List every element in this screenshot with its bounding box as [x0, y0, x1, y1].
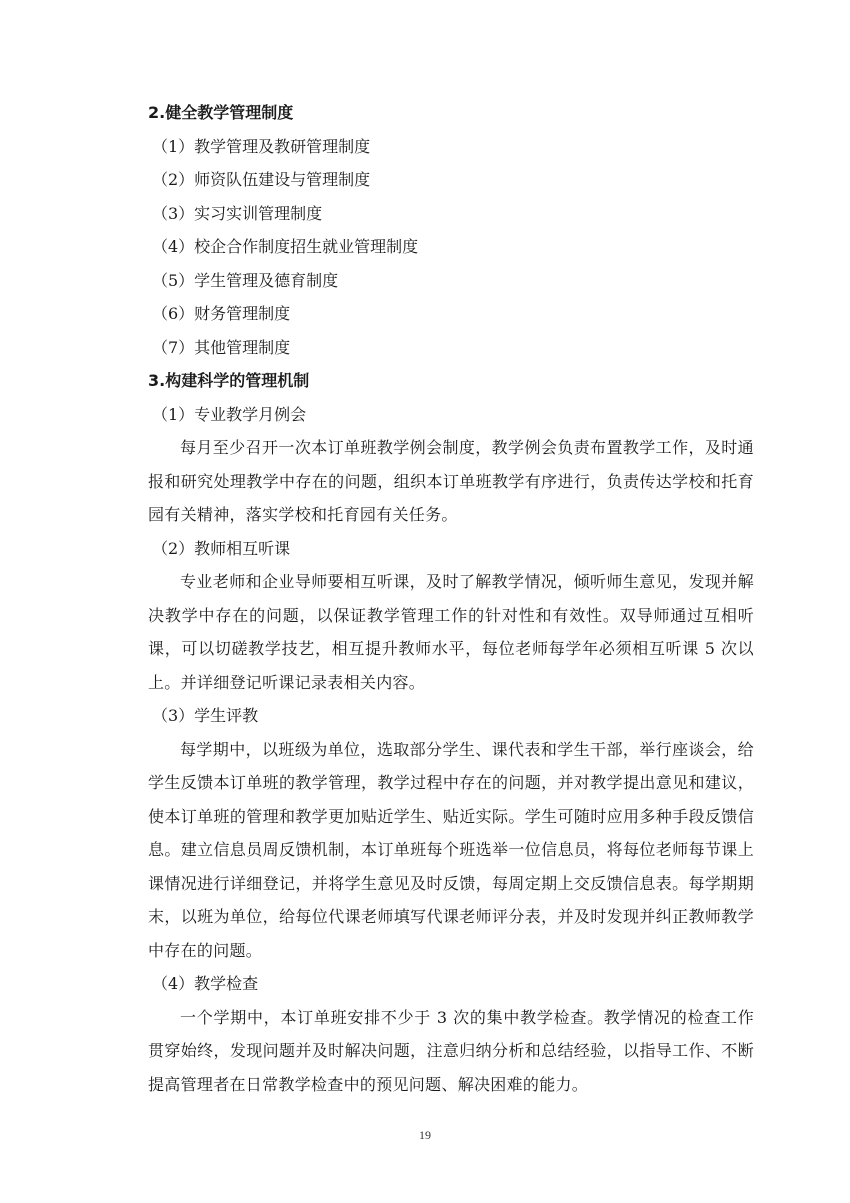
subsection-3-title: （3）学生评教 — [152, 706, 259, 725]
section-2-item-2: （2）师资队伍建设与管理制度 — [152, 170, 371, 189]
section-2-item-4: （4）校企合作制度招生就业管理制度 — [152, 237, 419, 256]
subsection-3-paragraph: 每学期中，以班级为单位，选取部分学生、课代表和学生干部，举行座谈会，给学生反馈本订单班的教学管理，教学过程中存在的问题，并对教学提出意见和建议，使本订单班的管理和教学更加贴近学生、贴近实际。学生可随时应用多种手段反馈信息。建立信息员周反馈机制，本订单班每个班选举一位信息员，将每位老师每节课上课情况进行详细登记，并将学生意见及时反馈，每周定期上交反馈信息表。每学期期末，以班为单位，给每位代课老师填写代课老师评分表，并及时发现并纠正教师教学中存在的问题。 — [148, 739, 754, 960]
subsection-2-paragraph: 专业老师和企业导师要相互听课，及时了解教学情况，倾听师生意见，发现并解决教学中存在的问题，以保证教学管理工作的针对性和有效性。双导师通过互相听课，可以切磋教学技艺，相互提升教师水平，每位老师每学年必须相互听课 5 次以上。并详细登记听课记录表相关内容。 — [148, 572, 754, 692]
page-content — [148, 96, 754, 1101]
subsection-4-paragraph: 一个学期中，本订单班安排不少于 3 次的集中教学检查。教学情况的检查工作贯穿始终，发现问题并及时解决问题，注意归纳分析和总结经验，以指导工作、不断提高管理者在日常教学检查中的预见问题、解决困难的能力。 — [148, 1007, 754, 1094]
section-2-item-6: （6）财务管理制度 — [152, 304, 291, 323]
subsection-4-title: （4）教学检查 — [152, 974, 259, 993]
subsection-1-paragraph: 每月至少召开一次本订单班教学例会制度，教学例会负责布置教学工作，及时通报和研究处理教学中存在的问题，组织本订单班教学有序进行，负责传达学校和托育园有关精神，落实学校和托育园有关任务。 — [148, 438, 754, 524]
subsection-1-title: （1）专业教学月例会 — [152, 404, 307, 424]
section-2-item-7: （7）其他管理制度 — [152, 337, 291, 357]
section-2-heading: 2.健全教学管理制度 — [148, 103, 294, 122]
subsection-2-title: （2）教师相互听课 — [152, 538, 291, 558]
section-3-heading: 3.构建科学的管理机制 — [148, 371, 310, 390]
page-number: 19 — [419, 1128, 431, 1142]
section-2-item-5: （5）学生管理及德育制度 — [152, 270, 339, 290]
section-2-item-1: （1）教学管理及教研管理制度 — [152, 136, 371, 156]
section-2-item-3: （3）实习实训管理制度 — [152, 203, 323, 223]
